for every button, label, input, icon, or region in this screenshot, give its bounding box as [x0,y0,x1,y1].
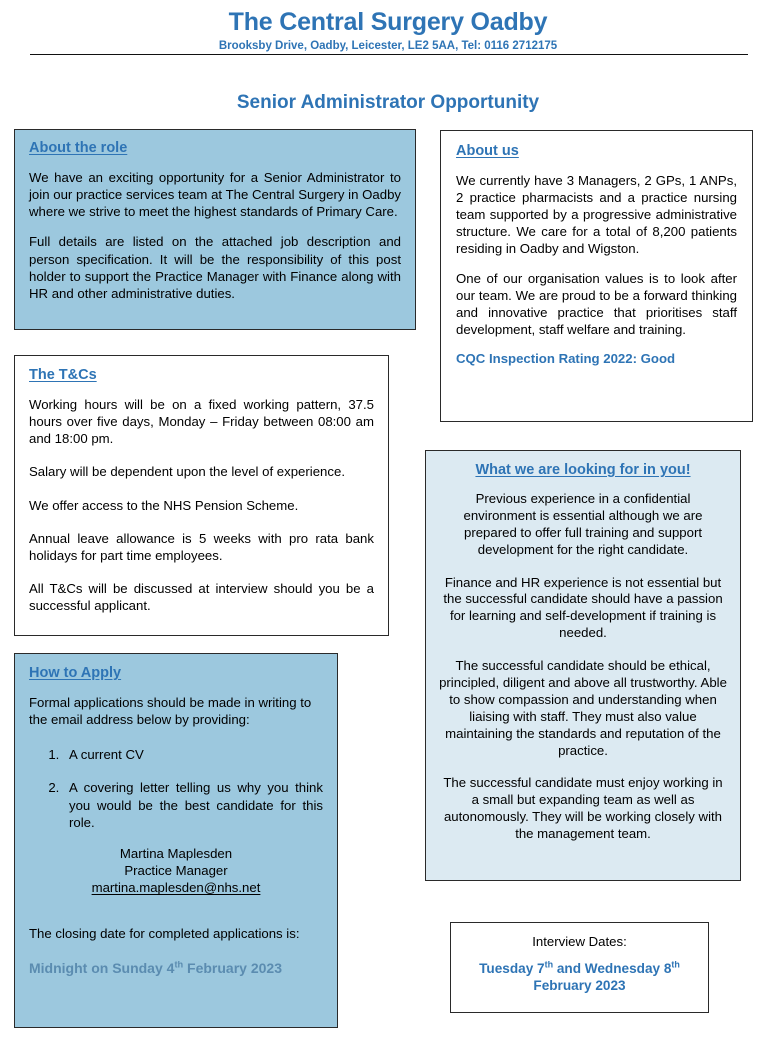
about-the-role-box [14,129,416,330]
about-the-role-heading: About the role [29,140,128,156]
closing-date-suffix: February 2023 [183,960,282,977]
what-we-are-looking-for-heading: What we are looking for in you! [475,462,691,478]
interview-dates-box [450,922,709,1013]
about-the-role-paragraph-2: Full details are listed on the attached job description and person specification. It will be the responsibility of this post holder to support the Practice Manager with Finance along with HR and other administrative duties. [29,234,401,301]
header-divider [30,54,748,55]
looking-for-paragraph-3: The successful candidate should be ethical, principled, diligent and above all trustworthy. Able to show compassion and understanding when liaising with staff. They must also value maintaining the standards and reputation of the practice. [439,658,727,758]
closing-date-value [29,960,323,976]
looking-for-paragraph-4: The successful candidate must enjoy working in a small but expanding team as well as autonomously. They will be working closely with the management team. [443,775,723,842]
about-us-heading: About us [456,143,519,159]
list-item: 2. A covering letter telling us why you think you would be the best candidate for this role. [63,779,323,830]
tcs-paragraph-2: Salary will be dependent upon the level of experience. [29,464,345,480]
looking-for-paragraph-2: Finance and HR experience is not essential but the successful candidate should have a passion for learning and self-development if training is needed. [443,574,723,641]
how-to-apply-box [14,653,338,1028]
what-we-are-looking-for-box [425,450,741,881]
contact-email-link[interactable]: martina.maplesden@nhs.net [91,880,261,896]
tcs-paragraph-5: All T&Cs will be discussed at interview should you be a successful applicant. [29,581,374,614]
interview-dates-value [461,961,698,995]
tcs-paragraph-3: We offer access to the NHS Pension Scheme. [29,497,299,513]
how-to-apply-heading: How to Apply [29,665,122,681]
interview-day-2: and Wednesday 8 [553,961,672,976]
practice-address: Brooksby Drive, Oadby, Leicester, LE2 5AA, Tel: 0116 2712175 [218,40,558,52]
contact-name: Martina Maplesden [119,845,233,861]
cqc-rating: CQC Inspection Rating 2022: Good [456,351,676,367]
page-title: Senior Administrator Opportunity [236,92,540,113]
terms-and-conditions-box [14,355,389,636]
terms-and-conditions-heading: The T&Cs [29,367,97,383]
about-the-role-paragraph-1: We have an exciting opportunity for a Senior Administrator to join our practice services team at The Central Surgery in Oadby where we strive to meet the highest standards of Primary Care. [29,170,401,220]
list-item: 1. A current CV [63,746,323,763]
interview-ordinal-1: th [544,959,554,970]
tcs-paragraph-4: Annual leave allowance is 5 weeks with pro rata bank holidays for part time employees. [29,530,374,563]
interview-ordinal-2: th [671,959,680,970]
about-us-paragraph-2: One of our organisation values is to look after our team. We are proud to be a forward thinking and innovative practice that prioritises staff development, staff welfare and training. [456,271,737,338]
contact-block [29,845,323,896]
closing-date-label: The closing date for completed applications is: [29,926,300,942]
application-requirements-list [29,746,323,831]
about-us-paragraph-1: We currently have 3 Managers, 2 GPs, 1 ANPs, 2 practice pharmacists and a practice nursing team supported by a progressive administrative structure. We care for a total of 8,200 patients residing in Oadby and Wigston. [456,173,737,257]
closing-date-prefix: Midnight on Sunday 4 [29,960,175,977]
looking-for-paragraph-1: Previous experience in a confidential environment is essential although we are prepared to offer full training and support development for the right candidate. [463,491,703,557]
interview-month-year: February 2023 [533,977,626,993]
practice-title: The Central Surgery Oadby [228,8,548,36]
interview-day-1: Tuesday 7 [479,961,545,976]
tcs-paragraph-1: Working hours will be on a fixed working pattern, 37.5 hours over five days, Monday – Friday between 08:00 am and 18:00 pm. [29,397,374,447]
how-to-apply-intro: Formal applications should be made in writing to the email address below by providing: [29,695,312,728]
closing-date-ordinal: th [174,959,184,970]
contact-role: Practice Manager [124,863,228,879]
about-us-box [440,130,753,422]
interview-dates-label: Interview Dates: [532,934,627,949]
